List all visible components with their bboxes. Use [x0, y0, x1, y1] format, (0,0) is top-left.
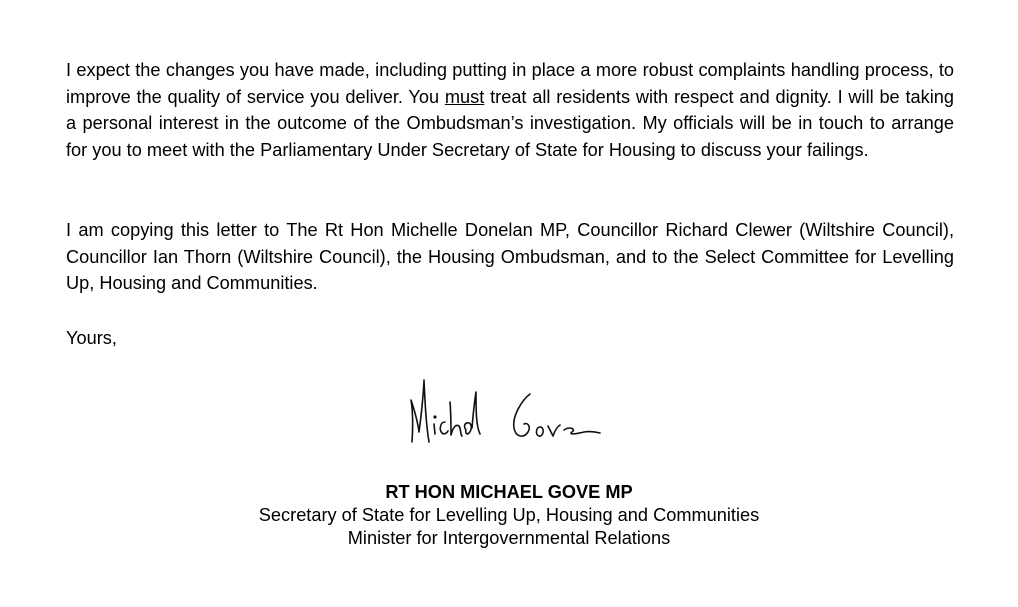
- body-paragraph-1: [66, 57, 954, 163]
- paragraph-1-text-start: I expect the changes you have made, including putting in place a more robust complaints handling process, to improve the quality of service you deliver. You: [66, 60, 954, 107]
- body-paragraph-2: I am copying this letter to The Rt Hon Michelle Donelan MP, Councillor Richard Clewer (Wiltshire Council), Councillor Ian Thorn (Wiltshire Council), the Housing Ombudsman, and to the Select Committee for Levelling Up, Housing and Communities.: [66, 220, 954, 294]
- signatory-title-2: Minister for Intergovernmental Relations: [347, 528, 671, 548]
- paragraph-1-emphasis: must: [444, 86, 485, 107]
- handwritten-signature: [400, 372, 620, 452]
- signatory-title-1: Secretary of State for Levelling Up, Housing and Communities: [258, 505, 760, 525]
- paragraph-1-text-end: treat all residents with respect and dignity. I will be taking a personal interest in the outcome of the Ombudsman’s investigation. My officials will be in touch to arrange for you to meet with the Parliamentary Under Secretary of State for Housing to discuss your failings.: [66, 86, 954, 160]
- signatory-name: RT HON MICHAEL GOVE MP: [385, 482, 633, 502]
- closing-salutation: Yours,: [66, 328, 117, 348]
- signature-drawing: [400, 372, 620, 452]
